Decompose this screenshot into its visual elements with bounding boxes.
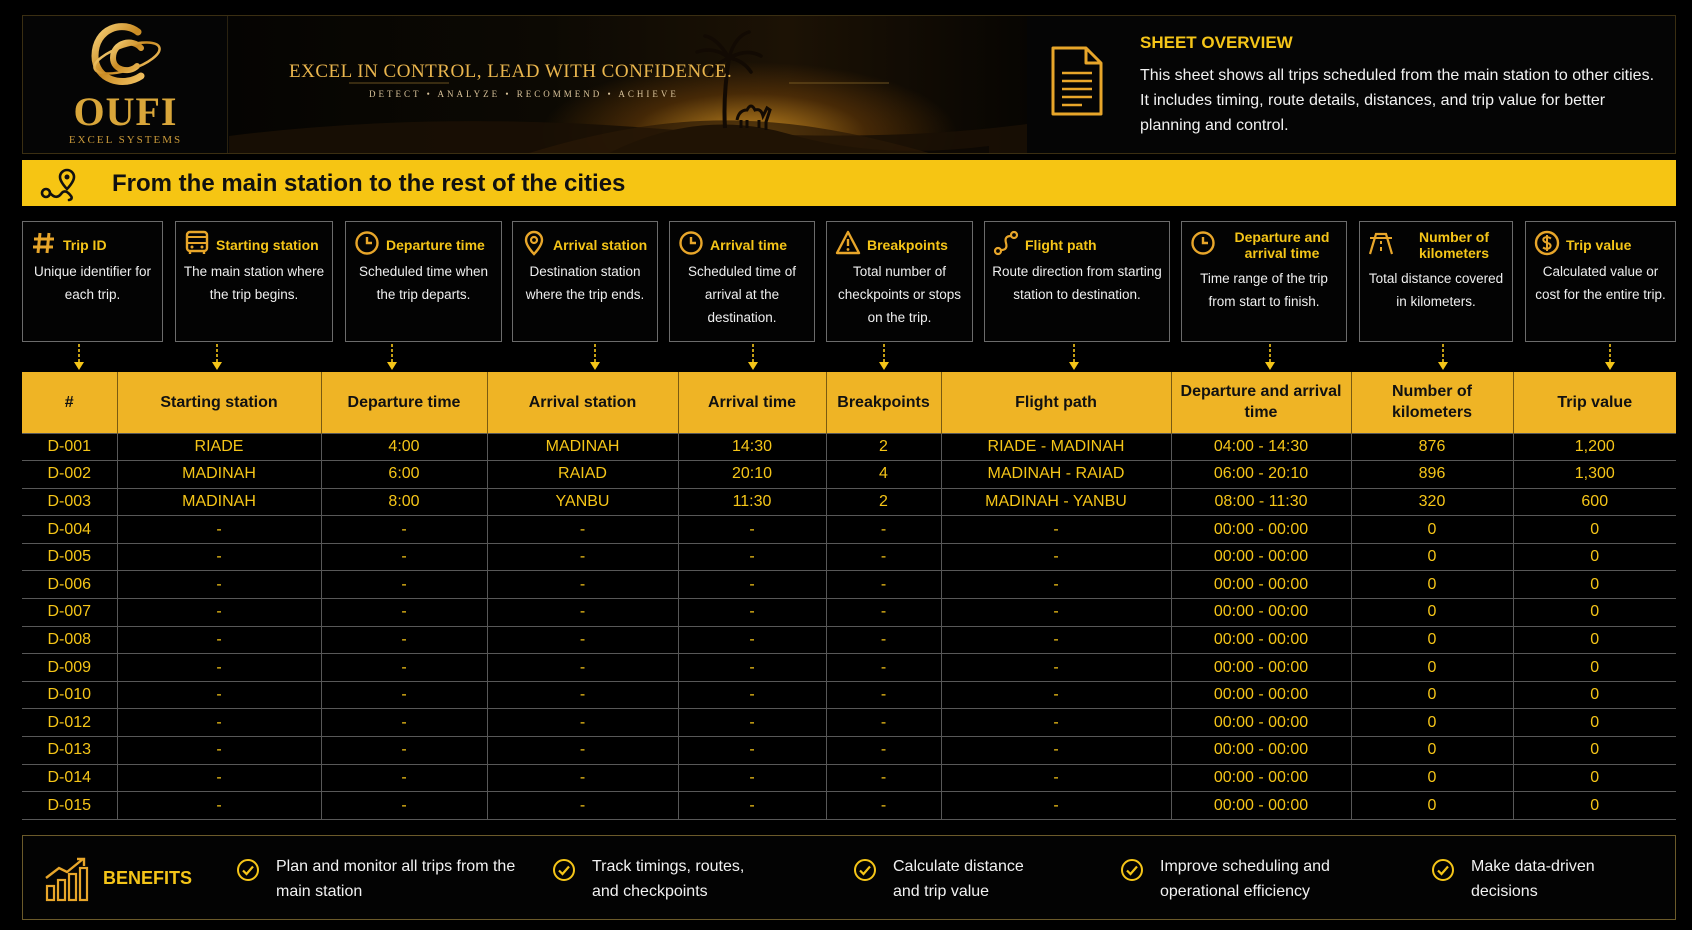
table-row [22, 488, 1676, 516]
table-cell[interactable]: 0 [1351, 599, 1513, 627]
table-row [22, 599, 1676, 627]
table-cell[interactable]: RIADE [117, 433, 321, 461]
card-title: Trip ID [63, 237, 107, 253]
table-cell[interactable]: - [321, 792, 487, 820]
route-icon [993, 230, 1019, 256]
overview-text: This sheet shows all trips scheduled from the main station to other cities. It includes timing, route details, distances, and trip value for better planning and control. [1140, 67, 1655, 134]
card-description: The main station where the trip begins. [183, 264, 325, 302]
table-cell[interactable]: - [941, 516, 1171, 544]
table-cell[interactable]: D-007 [22, 599, 117, 627]
table-cell[interactable]: - [941, 709, 1171, 737]
table-cell[interactable]: 0 [1513, 681, 1676, 709]
arrow-down-icon [386, 344, 398, 372]
table-cell[interactable]: D-005 [22, 543, 117, 571]
table-cell[interactable]: - [941, 599, 1171, 627]
card-title: Flight path [1025, 237, 1097, 253]
logo-emblem-icon [83, 18, 163, 96]
table-cell[interactable]: - [117, 737, 321, 765]
table-body [22, 433, 1676, 819]
table-cell[interactable]: - [321, 654, 487, 682]
table-cell[interactable]: D-013 [22, 737, 117, 765]
arrow-down-icon [73, 344, 85, 372]
table-cell[interactable]: 320 [1351, 488, 1513, 516]
table-cell[interactable]: YANBU [487, 488, 678, 516]
card-flight-path [984, 221, 1170, 342]
table-row [22, 626, 1676, 654]
section-title-bar [22, 160, 1676, 206]
table-cell[interactable]: - [941, 764, 1171, 792]
table-cell[interactable]: - [487, 737, 678, 765]
table-cell[interactable]: 0 [1513, 792, 1676, 820]
bus-icon [184, 230, 210, 256]
table-cell[interactable]: 1,300 [1513, 461, 1676, 489]
table-cell[interactable]: - [487, 764, 678, 792]
table-cell[interactable]: 4 [826, 461, 941, 489]
table-cell[interactable]: D-001 [22, 433, 117, 461]
table-cell[interactable]: - [487, 571, 678, 599]
card-arrival-station [512, 221, 658, 342]
clock-icon [1190, 230, 1216, 256]
table-cell[interactable]: 00:00 - 00:00 [1171, 599, 1351, 627]
card-title: Trip value [1566, 237, 1632, 253]
table-cell[interactable]: - [678, 599, 826, 627]
table-cell[interactable]: 00:00 - 00:00 [1171, 626, 1351, 654]
table-cell[interactable]: 0 [1351, 681, 1513, 709]
table-cell[interactable]: - [487, 543, 678, 571]
table-cell[interactable]: - [321, 543, 487, 571]
arrow-down-icon [747, 344, 759, 372]
table-cell[interactable]: 08:00 - 11:30 [1171, 488, 1351, 516]
arrow-down-icon [1437, 344, 1449, 372]
table-cell[interactable]: 1,200 [1513, 433, 1676, 461]
table-cell[interactable]: 0 [1351, 764, 1513, 792]
table-row [22, 461, 1676, 489]
table-cell[interactable]: - [487, 654, 678, 682]
card-description: Total distance covered in kilometers. [1368, 271, 1504, 309]
benefit-text: Make data-driven decisions [1471, 858, 1595, 900]
column-header[interactable]: Number of kilometers [1351, 372, 1513, 433]
table-cell[interactable]: 00:00 - 00:00 [1171, 681, 1351, 709]
table-cell[interactable]: 6:00 [321, 461, 487, 489]
table-cell[interactable]: - [487, 516, 678, 544]
document-icon [1050, 45, 1104, 117]
table-cell[interactable]: 11:30 [678, 488, 826, 516]
table-cell[interactable]: - [117, 571, 321, 599]
card-arrival-time [669, 221, 815, 342]
card-trip-value [1525, 221, 1676, 342]
table-cell[interactable]: 0 [1351, 543, 1513, 571]
card-title: Arrival time [710, 237, 788, 253]
table-cell[interactable]: D-014 [22, 764, 117, 792]
table-row [22, 792, 1676, 820]
card-breakpoints [826, 221, 973, 342]
table-cell[interactable]: - [678, 681, 826, 709]
check-circle-icon [552, 858, 576, 882]
card-title: Arrival station [553, 237, 648, 253]
hash-icon [31, 230, 57, 256]
benefits-panel [22, 835, 1676, 920]
table-cell[interactable]: D-009 [22, 654, 117, 682]
card-title: Starting station [216, 237, 319, 253]
table-cell[interactable]: 4:00 [321, 433, 487, 461]
check-circle-icon [1120, 858, 1144, 882]
table-cell[interactable]: 0 [1351, 654, 1513, 682]
card-description: Time range of the trip from start to finish. [1200, 271, 1328, 309]
table-cell[interactable]: - [826, 709, 941, 737]
benefit-text: Calculate distance and trip value [893, 858, 1024, 900]
table-cell[interactable]: - [321, 516, 487, 544]
arrow-down-icon [589, 344, 601, 372]
table-row [22, 764, 1676, 792]
table-cell[interactable]: D-012 [22, 709, 117, 737]
table-cell[interactable]: RAIAD [487, 461, 678, 489]
table-cell[interactable]: 600 [1513, 488, 1676, 516]
logo-name: OUFI [73, 89, 178, 134]
table-cell[interactable]: - [678, 626, 826, 654]
card-description: Route direction from starting station to destination. [992, 264, 1162, 302]
sheet-overview [1028, 16, 1675, 153]
table-cell[interactable]: - [487, 709, 678, 737]
table-row [22, 654, 1676, 682]
table-cell[interactable]: - [826, 764, 941, 792]
table-row [22, 709, 1676, 737]
table-cell[interactable]: - [117, 681, 321, 709]
table-cell[interactable]: - [941, 737, 1171, 765]
table-cell[interactable]: D-003 [22, 488, 117, 516]
card-kilometers [1359, 221, 1513, 342]
table-cell[interactable]: 00:00 - 00:00 [1171, 516, 1351, 544]
table-cell[interactable]: - [117, 792, 321, 820]
table-cell[interactable]: - [321, 599, 487, 627]
arrow-down-icon [1068, 344, 1080, 372]
header [22, 15, 1676, 154]
card-title: Departure and arrival time [1234, 229, 1330, 261]
table-cell[interactable]: D-004 [22, 516, 117, 544]
table-cell[interactable]: 00:00 - 00:00 [1171, 764, 1351, 792]
card-description: Scheduled time of arrival at the destination. [687, 264, 797, 325]
table-cell[interactable]: - [826, 792, 941, 820]
table-cell[interactable]: 2 [826, 488, 941, 516]
dollar-icon [1534, 230, 1560, 256]
column-header[interactable]: Trip value [1513, 372, 1676, 433]
table-cell[interactable]: - [487, 626, 678, 654]
overview-title: SHEET OVERVIEW [1140, 33, 1293, 52]
table-cell[interactable]: - [321, 737, 487, 765]
location-pin-icon [521, 230, 547, 256]
check-circle-icon [236, 858, 260, 882]
table-cell[interactable]: - [117, 543, 321, 571]
table-cell[interactable]: 06:00 - 20:10 [1171, 461, 1351, 489]
table-cell[interactable]: 8:00 [321, 488, 487, 516]
table-row [22, 543, 1676, 571]
table-cell[interactable]: - [487, 681, 678, 709]
table-cell[interactable]: 0 [1513, 516, 1676, 544]
table-cell[interactable]: 00:00 - 00:00 [1171, 543, 1351, 571]
table-cell[interactable]: - [117, 626, 321, 654]
table-cell[interactable]: 0 [1351, 516, 1513, 544]
table-cell[interactable]: - [321, 571, 487, 599]
column-header[interactable]: Arrival station [487, 372, 678, 433]
column-header[interactable]: Starting station [117, 372, 321, 433]
table-cell[interactable]: - [826, 626, 941, 654]
table-cell[interactable]: - [941, 654, 1171, 682]
card-trip-id [22, 221, 163, 342]
card-departure-time [345, 221, 502, 342]
table-cell[interactable]: - [678, 709, 826, 737]
table-cell[interactable]: - [678, 516, 826, 544]
table-cell[interactable]: - [487, 792, 678, 820]
table-row [22, 681, 1676, 709]
table-cell[interactable]: - [321, 681, 487, 709]
card-departure-arrival-time [1181, 221, 1347, 342]
arrow-down-icon [1604, 344, 1616, 372]
table-cell[interactable]: MADINAH [487, 433, 678, 461]
tagline-sub: DETECT • ANALYZE • RECOMMEND • ACHIEVE [369, 89, 679, 99]
column-header[interactable]: # [22, 372, 117, 433]
table-cell[interactable]: - [826, 571, 941, 599]
table-cell[interactable]: 0 [1351, 626, 1513, 654]
table-cell[interactable]: - [826, 654, 941, 682]
road-icon [1368, 230, 1394, 256]
table-cell[interactable]: MADINAH [117, 488, 321, 516]
table-cell[interactable]: - [826, 681, 941, 709]
table-cell[interactable]: 00:00 - 00:00 [1171, 709, 1351, 737]
growth-chart-icon [43, 856, 91, 902]
table-cell[interactable]: D-015 [22, 792, 117, 820]
column-header[interactable]: Arrival time [678, 372, 826, 433]
table-cell[interactable]: - [941, 681, 1171, 709]
card-description: Scheduled time when the trip departs. [358, 264, 489, 302]
table-cell[interactable]: - [117, 654, 321, 682]
column-header[interactable]: Departure and arrival time [1171, 372, 1351, 433]
arrow-down-icon [878, 344, 890, 372]
table-row [22, 516, 1676, 544]
clock-icon [354, 230, 380, 256]
route-pin-icon [39, 166, 83, 202]
table-cell[interactable]: 0 [1513, 571, 1676, 599]
benefit-text: Plan and monitor all trips from the main station [276, 858, 516, 900]
table-cell[interactable]: 00:00 - 00:00 [1171, 654, 1351, 682]
table-row [22, 737, 1676, 765]
table-cell[interactable]: - [826, 737, 941, 765]
check-circle-icon [853, 858, 877, 882]
table-cell[interactable]: - [678, 571, 826, 599]
table-cell[interactable]: - [941, 543, 1171, 571]
logo [23, 16, 228, 153]
card-description: Destination station where the trip ends. [525, 264, 645, 302]
table-cell[interactable]: - [826, 599, 941, 627]
table-cell[interactable]: D-010 [22, 681, 117, 709]
table-cell[interactable]: D-008 [22, 626, 117, 654]
table-cell[interactable]: 00:00 - 00:00 [1171, 571, 1351, 599]
table-cell[interactable]: - [941, 792, 1171, 820]
table-cell[interactable]: 0 [1513, 626, 1676, 654]
table-cell[interactable]: 0 [1513, 737, 1676, 765]
table-cell[interactable]: 04:00 - 14:30 [1171, 433, 1351, 461]
table-cell[interactable]: 0 [1513, 654, 1676, 682]
table-cell[interactable]: 896 [1351, 461, 1513, 489]
table-cell[interactable]: 0 [1513, 599, 1676, 627]
table-cell[interactable]: MADINAH - YANBU [941, 488, 1171, 516]
table-cell[interactable]: - [117, 599, 321, 627]
table-cell[interactable]: - [678, 543, 826, 571]
table-cell[interactable]: RIADE - MADINAH [941, 433, 1171, 461]
table-cell[interactable]: - [117, 516, 321, 544]
table-cell[interactable]: 00:00 - 00:00 [1171, 737, 1351, 765]
table-cell[interactable]: - [678, 737, 826, 765]
card-description: Total number of checkpoints or stops on the trip. [837, 264, 962, 325]
table-cell[interactable]: 0 [1351, 737, 1513, 765]
card-title: Number of kilometers [1418, 229, 1490, 261]
table-cell[interactable]: 14:30 [678, 433, 826, 461]
logo-subtitle: EXCEL SYSTEMS [68, 134, 183, 146]
table-cell[interactable]: - [321, 709, 487, 737]
column-header[interactable]: Flight path [941, 372, 1171, 433]
table-cell[interactable]: D-002 [22, 461, 117, 489]
table-cell[interactable]: 876 [1351, 433, 1513, 461]
column-header[interactable]: Breakpoints [826, 372, 941, 433]
page-title: From the main station to the rest of the cities [112, 170, 626, 197]
table-cell[interactable]: 00:00 - 00:00 [1171, 792, 1351, 820]
arrow-down-icon [1264, 344, 1276, 372]
table-cell[interactable]: 0 [1513, 709, 1676, 737]
benefit-text: Track timings, routes, and checkpoints [592, 858, 745, 900]
table-cell[interactable]: - [487, 599, 678, 627]
table-cell[interactable]: - [678, 792, 826, 820]
table-cell[interactable]: - [321, 764, 487, 792]
table-cell[interactable]: 0 [1351, 792, 1513, 820]
clock-icon [678, 230, 704, 256]
table-cell[interactable]: - [678, 654, 826, 682]
table-cell[interactable]: 2 [826, 433, 941, 461]
desert-scene-icon [229, 16, 1027, 153]
trips-table [22, 372, 1676, 820]
arrow-down-icon [211, 344, 223, 372]
table-cell[interactable]: 0 [1513, 764, 1676, 792]
table-cell[interactable]: - [117, 764, 321, 792]
column-header[interactable]: Departure time [321, 372, 487, 433]
card-title: Departure time [386, 237, 485, 253]
table-cell[interactable]: D-006 [22, 571, 117, 599]
tagline: EXCEL IN CONTROL, LEAD WITH CONFIDENCE. [289, 61, 733, 82]
table-cell[interactable]: MADINAH [117, 461, 321, 489]
table-cell[interactable]: - [321, 626, 487, 654]
banner [229, 16, 1027, 153]
warning-icon [835, 230, 861, 256]
table-cell[interactable]: MADINAH - RAIAD [941, 461, 1171, 489]
table-row [22, 433, 1676, 461]
card-description: Unique identifier for each trip. [33, 264, 152, 302]
table-cell[interactable]: 20:10 [678, 461, 826, 489]
table-cell[interactable]: 0 [1513, 543, 1676, 571]
table-cell[interactable]: 0 [1351, 571, 1513, 599]
table-cell[interactable]: - [678, 764, 826, 792]
table-cell[interactable]: - [826, 516, 941, 544]
table-cell[interactable]: - [941, 626, 1171, 654]
table-row [22, 571, 1676, 599]
card-starting-station [175, 221, 333, 342]
benefits-label: BENEFITS [103, 868, 193, 888]
table-cell[interactable]: - [117, 709, 321, 737]
table-cell[interactable]: - [941, 571, 1171, 599]
check-circle-icon [1431, 858, 1455, 882]
benefit-text: Improve scheduling and operational efficiency [1160, 858, 1330, 900]
table-cell[interactable]: - [826, 543, 941, 571]
card-description: Calculated value or cost for the entire trip. [1535, 264, 1666, 302]
table-header-row [22, 372, 1676, 433]
card-title: Breakpoints [867, 237, 948, 253]
table-cell[interactable]: 0 [1351, 709, 1513, 737]
